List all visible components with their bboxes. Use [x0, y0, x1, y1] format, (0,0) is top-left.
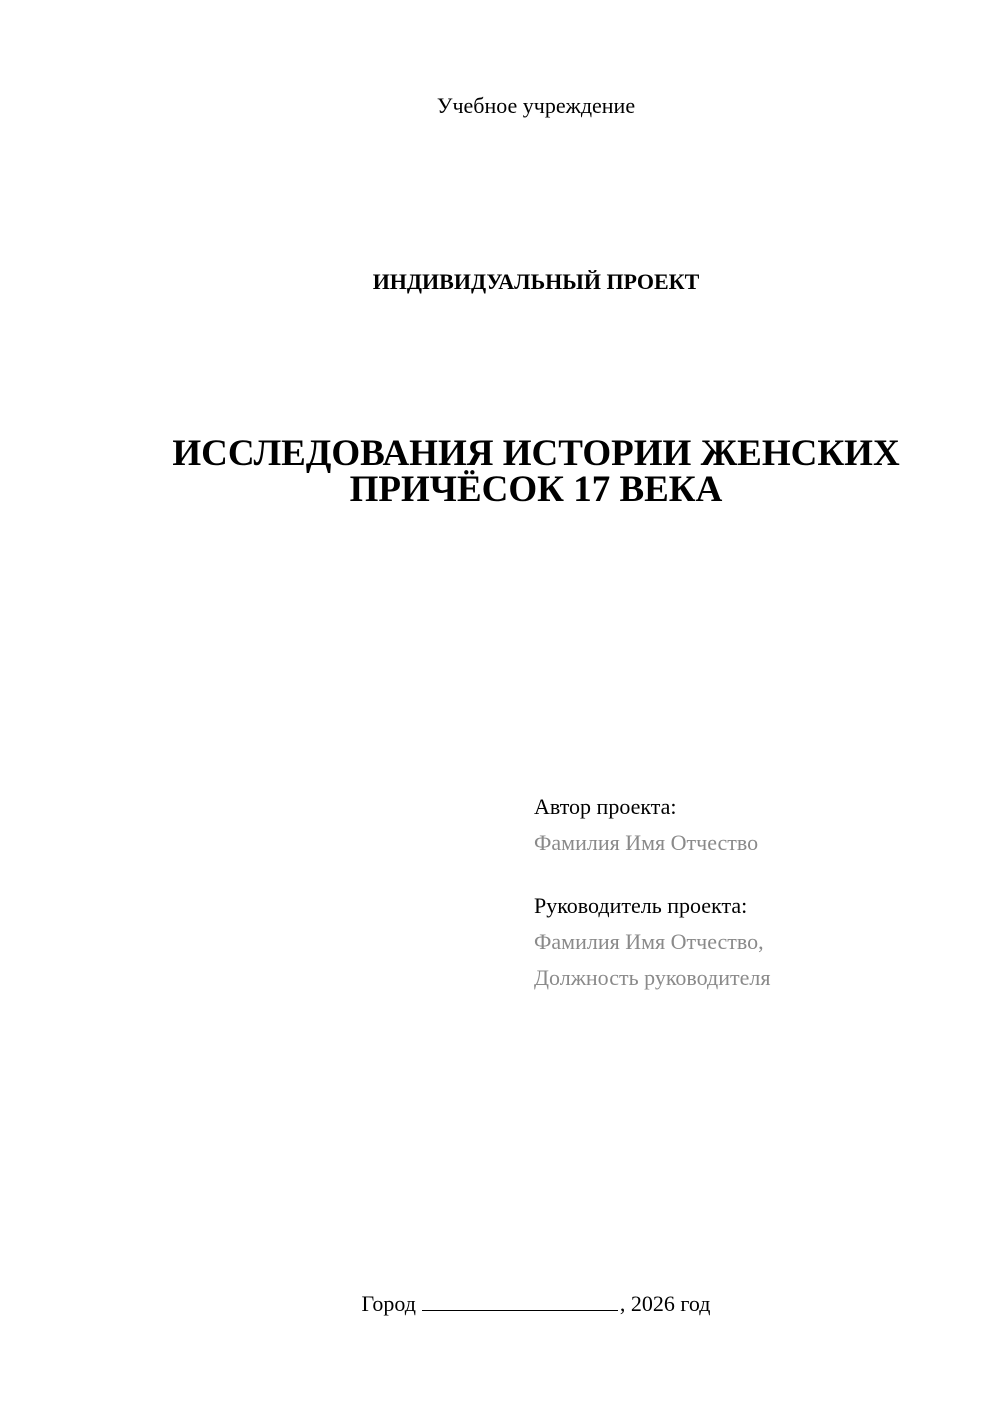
credits-block [534, 789, 974, 996]
city-year-line [0, 1290, 1000, 1318]
author-label: Автор проекта: [534, 794, 677, 819]
institution-name: Учебное учреждение [436, 93, 636, 118]
author-name: Фамилия Имя Отчество [534, 830, 759, 855]
project-title [100, 433, 972, 510]
document-type: ИНДИВИДУАЛЬНЫЙ ПРОЕКТ [372, 269, 700, 294]
project-title-line-1: ИССЛЕДОВАНИЯ ИСТОРИИ ЖЕНСКИХ [172, 433, 900, 474]
project-title-line-2: ПРИЧЁСОК 17 ВЕКА [349, 469, 723, 510]
city-blank-underline [422, 1292, 618, 1311]
supervisor-position: Должность руководителя [534, 965, 771, 990]
year-text: , 2026 год [619, 1291, 711, 1316]
supervisor-name: Фамилия Имя Отчество, [534, 929, 764, 954]
supervisor-label: Руководитель проекта: [534, 893, 748, 918]
city-label: Город [361, 1291, 416, 1316]
credits-spacer [534, 861, 974, 888]
